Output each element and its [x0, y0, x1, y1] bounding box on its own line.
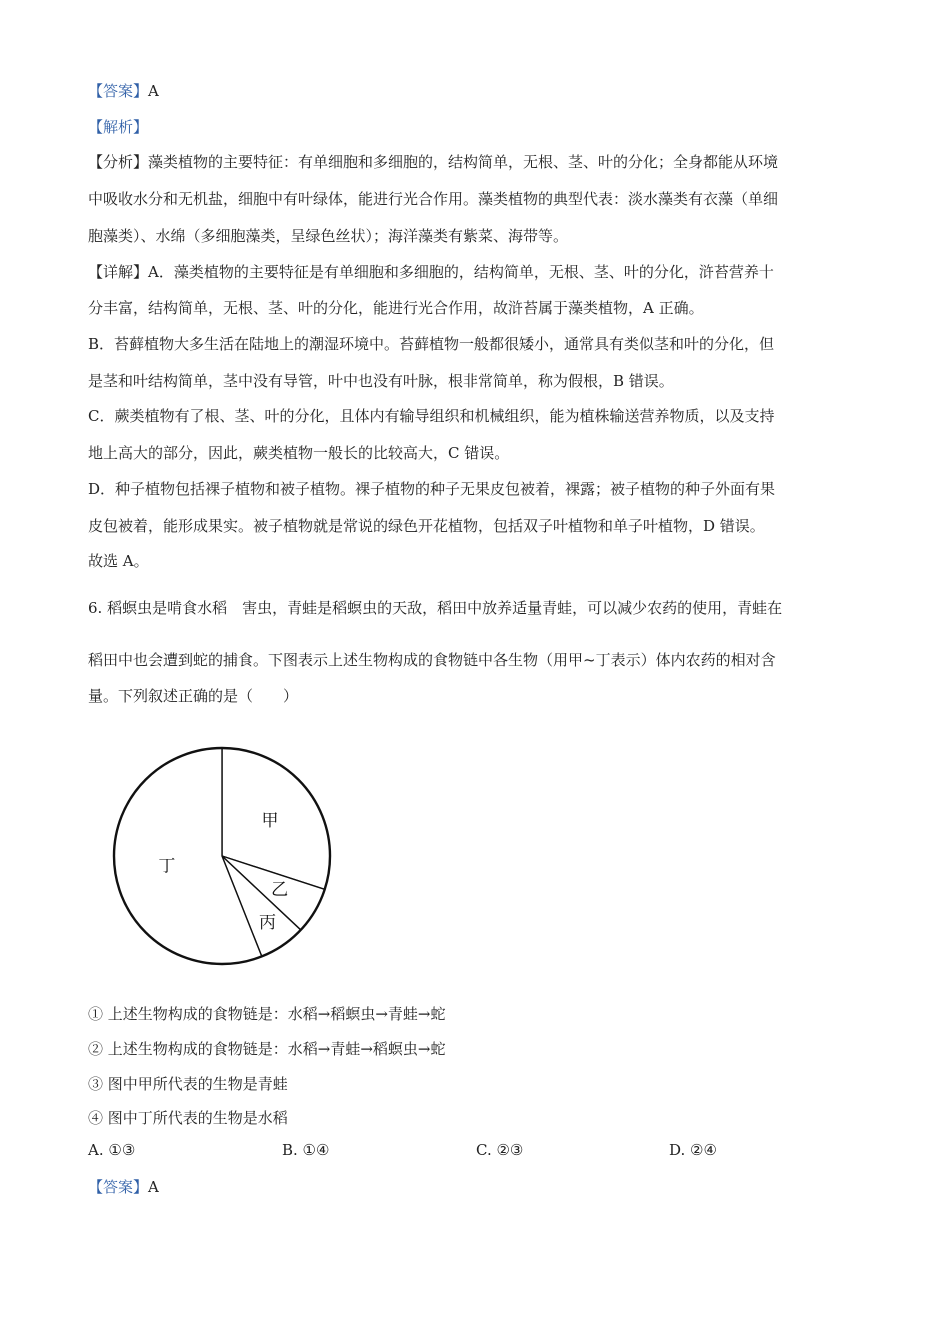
pie-label-4: 丁	[158, 856, 176, 877]
pie-label-3: 丙	[259, 912, 277, 933]
answer-tag-2: 【答案】	[88, 1178, 149, 1196]
fenxi-tag: 【分析】	[88, 153, 149, 171]
xiangjie-line-6: 地上高大的部分，因此，蕨类植物一般长的比较高大，C 错误。	[88, 444, 510, 462]
fenxi-line-2: 中吸收水分和无机盐，细胞中有叶绿体，能进行光合作用。藻类植物的典型代表：淡水藻类有衣藻（单细	[88, 190, 779, 208]
options-row	[88, 1141, 868, 1163]
question-line-1: 6. 稻螟虫是啃食水稻 害虫，青蛙是稻螟虫的天敌，稻田中放养适量青蛙，可以减少农药的使用，青蛙在	[88, 599, 783, 617]
statement-3: ③ 图中甲所代表的生物是青蛙	[88, 1075, 288, 1093]
statement-2: ② 上述生物构成的食物链是：水稻→青蛙→稻螟虫→蛇	[88, 1040, 446, 1058]
xiangjie-line-5: C．蕨类植物有了根、茎、叶的分化，且体内有输导组织和机械组织，能为植株输送营养物质，以及支持	[88, 407, 775, 425]
xiangjie-line-9: 故选 A。	[88, 552, 149, 570]
pie-chart-svg	[108, 736, 338, 966]
xiangjie-text-1: A．藻类植物的主要特征是有单细胞和多细胞的，结构简单，无根、茎、叶的分化，浒苔营养十	[148, 263, 774, 281]
answer-tag: 【答案】	[88, 82, 149, 100]
pie-chart	[108, 736, 338, 966]
answer-line-2	[88, 1177, 159, 1197]
xiangjie-line-7: D．种子植物包括裸子植物和被子植物。裸子植物的种子无果皮包被着，裸露；被子植物的种子外面有果	[88, 480, 776, 498]
xiangjie-line-4: 是茎和叶结构简单，茎中没有导管，叶中也没有叶脉，根非常简单，称为假根，B 错误。	[88, 372, 674, 390]
option-d[interactable]: D. ②④	[669, 1141, 717, 1159]
answer-line	[88, 81, 159, 101]
option-c[interactable]: C. ②③	[476, 1141, 524, 1159]
answer-value-2: A	[148, 1178, 159, 1196]
xiangjie-line-3: B．苔藓植物大多生活在陆地上的潮湿环境中。苔藓植物一般都很矮小，通常具有类似茎和叶的分化，但	[88, 335, 775, 353]
option-a[interactable]: A. ①③	[88, 1141, 136, 1159]
statement-1: ① 上述生物构成的食物链是：水稻→稻螟虫→青蛙→蛇	[88, 1005, 446, 1023]
xiangjie-line-2: 分丰富，结构简单，无根、茎、叶的分化，能进行光合作用，故浒苔属于藻类植物，A 正确。	[88, 299, 704, 317]
pie-label-1: 甲	[261, 811, 279, 832]
fenxi-line-3: 胞藻类）、水绵（多细胞藻类，呈绿色丝状）；海洋藻类有紫菜、海带等。	[88, 227, 569, 245]
analysis-tag: 【解析】	[88, 118, 149, 136]
xiangjie-line-8: 皮包被着，能形成果实。被子植物就是常说的绿色开花植物，包括双子叶植物和单子叶植物，D 错误。	[88, 517, 765, 535]
pie-label-2: 乙	[271, 880, 289, 901]
fenxi-text-1: 藻类植物的主要特征：有单细胞和多细胞的，结构简单，无根、茎、叶的分化；全身都能从环境	[148, 153, 779, 171]
answer-value: A	[148, 82, 159, 100]
fenxi-line-1	[88, 152, 778, 172]
option-b[interactable]: B. ①④	[282, 1141, 330, 1159]
xiangjie-line-1	[88, 262, 774, 282]
statement-4: ④ 图中丁所代表的生物是水稻	[88, 1109, 288, 1127]
question-line-3: 量。下列叙述正确的是（ ）	[88, 687, 299, 705]
question-line-2: 稻田中也会遭到蛇的捕食。下图表示上述生物构成的食物链中各生物（用甲~丁表示）体内农药的相对含	[88, 651, 776, 669]
xiangjie-tag: 【详解】	[88, 263, 149, 281]
